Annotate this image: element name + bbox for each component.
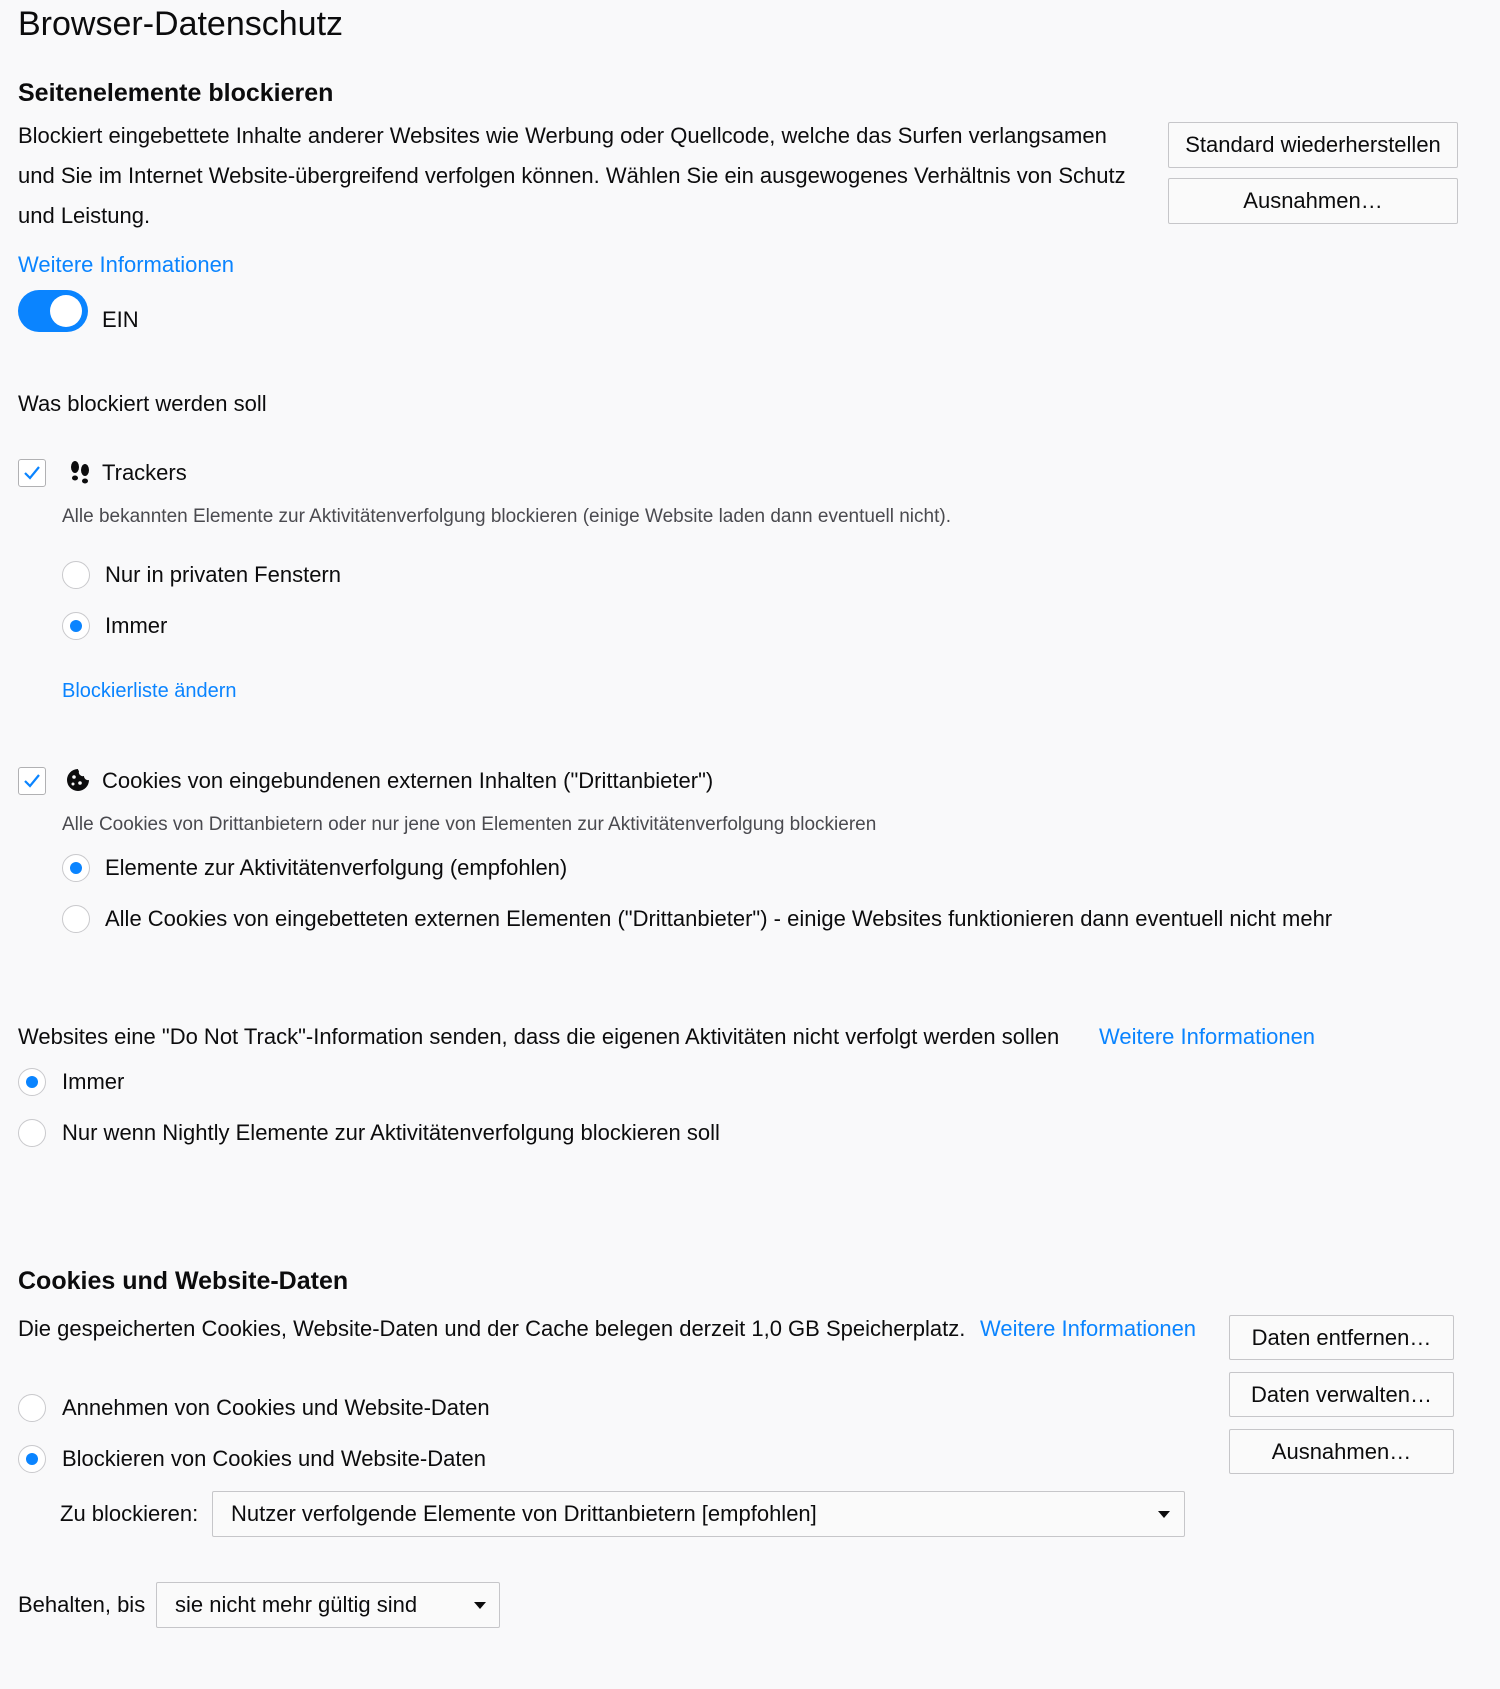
toggle-label: EIN xyxy=(102,307,139,332)
keep-until-label: Behalten, bis xyxy=(18,1592,146,1617)
chevron-down-icon xyxy=(474,1602,486,1609)
third-party-cookies-checkbox[interactable] xyxy=(18,767,46,795)
dnt-description: Websites eine "Do Not Track"-Information senden, dass die eigenen Aktivitäten nicht verfolgt werden sollen xyxy=(18,1024,1060,1049)
description-line: Blockiert eingebettete Inhalte anderer Websites wie Werbung oder Quellcode, welche das Surfen verlangsamen xyxy=(18,123,1107,148)
cookies-all-radio[interactable] xyxy=(62,905,90,933)
trackers-always-radio[interactable] xyxy=(62,612,90,640)
cookies-all-label[interactable]: Alle Cookies von eingebetteten externen Elementen ("Drittanbieter") - einige Websites funktionieren dann eventuell nicht mehr xyxy=(105,906,1333,931)
restore-defaults-button[interactable]: Standard wiederherstellen xyxy=(1168,122,1458,168)
content-blocking-heading: Seitenelemente blockieren xyxy=(18,79,334,107)
block-type-value: Nutzer verfolgende Elemente von Drittanbietern [empfohlen] xyxy=(231,1501,817,1526)
trackers-private-radio[interactable] xyxy=(62,561,90,589)
manage-data-button[interactable]: Daten verwalten… xyxy=(1229,1372,1454,1417)
third-party-cookies-description: Alle Cookies von Drittanbietern oder nur jene von Elementen zur Aktivitätenverfolgung blockieren xyxy=(62,814,877,835)
content-blocking-exceptions-button[interactable]: Ausnahmen… xyxy=(1168,178,1458,224)
dnt-always-label[interactable]: Immer xyxy=(62,1069,125,1094)
cookies-trackers-label[interactable]: Elemente zur Aktivitätenverfolgung (empfohlen) xyxy=(105,855,568,880)
dnt-more-info-link[interactable]: Weitere Informationen xyxy=(1099,1024,1316,1049)
checkmark-icon xyxy=(22,463,42,483)
keep-until-select[interactable] xyxy=(156,1582,500,1628)
trackers-description: Alle bekannten Elemente zur Aktivitätenverfolgung blockieren (einige Website laden dann eventuell nicht). xyxy=(62,506,951,527)
content-blocking-toggle[interactable] xyxy=(18,290,88,332)
trackers-checkbox[interactable] xyxy=(18,459,46,487)
cookie-icon xyxy=(65,767,91,793)
trackers-always-label[interactable]: Immer xyxy=(105,613,168,638)
storage-usage-text: Die gespeicherten Cookies, Website-Daten und der Cache belegen derzeit 1,0 GB Speicherplatz. xyxy=(18,1316,966,1341)
change-blocklist-link[interactable]: Blockierliste ändern xyxy=(62,680,237,702)
description-line: und Sie im Internet Website-übergreifend verfolgen können. Wählen Sie ein ausgewogenes Verhältnis von Schutz xyxy=(18,163,1126,188)
block-cookies-radio[interactable] xyxy=(18,1445,46,1473)
trackers-label[interactable]: Trackers xyxy=(102,460,187,485)
clear-data-button[interactable]: Daten entfernen… xyxy=(1229,1315,1454,1360)
third-party-cookies-label[interactable]: Cookies von eingebundenen externen Inhalten ("Drittanbieter") xyxy=(102,768,714,793)
content-blocking-description xyxy=(18,116,1168,236)
block-cookies-label[interactable]: Blockieren von Cookies und Website-Daten xyxy=(62,1446,486,1471)
accept-cookies-label[interactable]: Annehmen von Cookies und Website-Daten xyxy=(62,1395,490,1420)
footprints-icon xyxy=(67,459,93,485)
site-data-exceptions-button[interactable]: Ausnahmen… xyxy=(1229,1429,1454,1474)
cookies-site-data-heading: Cookies und Website-Daten xyxy=(18,1267,349,1295)
dnt-nightly-label[interactable]: Nur wenn Nightly Elemente zur Aktivitätenverfolgung blockieren soll xyxy=(62,1120,720,1145)
dnt-always-radio[interactable] xyxy=(18,1068,46,1096)
keep-until-value: sie nicht mehr gültig sind xyxy=(175,1592,418,1617)
accept-cookies-radio[interactable] xyxy=(18,1394,46,1422)
site-data-more-info-link[interactable]: Weitere Informationen xyxy=(980,1316,1197,1341)
cookies-trackers-radio[interactable] xyxy=(62,854,90,882)
dnt-nightly-radio[interactable] xyxy=(18,1119,46,1147)
block-type-label: Zu blockieren: xyxy=(60,1501,199,1526)
what-to-block-label: Was blockiert werden soll xyxy=(18,391,267,416)
content-blocking-more-info-link[interactable]: Weitere Informationen xyxy=(18,252,235,277)
chevron-down-icon xyxy=(1158,1511,1170,1518)
checkmark-icon xyxy=(22,771,42,791)
block-type-select[interactable] xyxy=(212,1491,1185,1537)
page-title: Browser-Datenschutz xyxy=(18,5,344,43)
description-line: und Leistung. xyxy=(18,203,151,228)
trackers-private-label[interactable]: Nur in privaten Fenstern xyxy=(105,562,341,587)
